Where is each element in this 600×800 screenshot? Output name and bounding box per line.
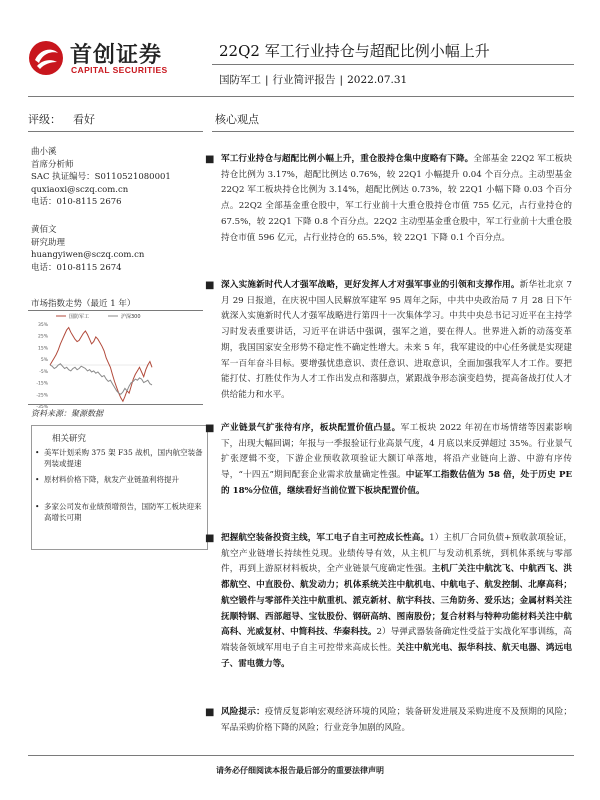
rating [28,111,95,127]
chart-source: 资料来源：聚源数据 [31,409,103,418]
chart-title: 市场指数走势（最近 1 年） [31,299,136,309]
legend-label: 沪深300 [121,314,141,320]
report-title: 22Q2 军工行业持仓与超配比例小幅上升 [219,42,490,60]
bullet-icon: • [35,448,40,457]
meta-sep: | [265,74,269,86]
bullet-icon: • [35,475,40,484]
core-point [205,531,572,672]
bullet-icon: ■ [205,423,215,434]
related-item-text: 美军计划采购 375 架 F35 战机，国内航空装备列装或提速 [44,448,203,468]
point-text: 关注中航光电、振华科技、航天电器、鸿远电子、雷电微力等。 [221,642,572,669]
series-line-1 [50,364,152,395]
chart-bottom-divider [28,404,203,405]
related-item-text: 多家公司发布业绩预增预告，国防军工板块迎来高增长可期 [44,502,202,522]
bullet-icon: ■ [205,154,215,165]
related-item-text: 原材料价格下降，航发产业链盈利将提升 [44,475,179,484]
analyst-phone: 电话：010-8115 2676 [31,197,122,208]
y-tick-label: -5% [39,369,48,375]
meta-sep: | [339,74,344,86]
meta-date: 2022.07.31 [347,74,408,86]
analyst-email[interactable]: quxiaoxi@sczq.com.cn [31,184,129,195]
point-text: 全部基金 22Q2 军工板块持仓比例为 3.17%，超配比例达 0.76%，较 22Q1 小幅提升 0.04 个百分点。主动型基金 22Q2 军工板块持仓比例为 3.14%，超配比例达 0.73%，较 22Q1 小幅下降 0.03 个百分点。22Q2 全部基金重仓股中，军工行业前十大重仓股持仓市值 755 亿元，占行业持仓的 67.5%，较 22Q1 下降 0.8 个百分点。22Q2 主动型基金重仓股中，军工行业前十大重仓股持仓市值 596 亿元，占行业持仓的 65.5%，较 22Q1 下降 0.1 个百分点。 [221,154,572,243]
market-index-chart [32,310,202,410]
analyst-card [31,146,171,209]
bullet-icon: • [35,502,40,511]
bullet-icon: ■ [205,280,215,291]
point-text: 中证军工指数估值为 58 倍，处于历史 PE 的 18%分位值，继续看好当前位置下板块配置价值。 [221,470,572,496]
footer-divider [28,755,574,756]
related-item[interactable] [35,447,204,469]
meta-divider [28,96,574,97]
brand-name-en: CAPITAL SECURITIES [71,65,168,75]
point-text: 主机厂关注中航沈飞、中航西飞、洪都航空、中直股份、航发动力；机体系统关注中航机电、中航电子、航发控制、北摩高科；航空锻件与零部件关注中航重机、派克新材、航宇科技、三角防务、爱乐达；金属材料关注抚顺特钢、西部超导、宝钛股份、钢研高纳、图南股份；复合材料与特种功能材料关注中航高科、光威复材、中简科技、华秦科技。 [221,564,572,638]
analyst-name: 曲小溪 [31,147,57,157]
analyst-name: 黄佰文 [31,225,57,235]
report-meta [219,72,407,87]
rating-value: 看好 [73,113,95,126]
analyst-phone: 电话：010-8115 2674 [31,262,122,273]
core-divider [212,131,574,132]
core-point [205,152,572,246]
point-text: 风险提示： [221,707,265,717]
series-line-0 [50,328,152,402]
core-title: 核心观点 [215,113,259,126]
analyst-license: SAC 执证编号：S0110521080001 [31,172,171,183]
point-text: 疫情反复影响宏观经济环境的风险；装备研发进展及采购进度不及预期的风险；军品采购价格下降的风险；行业竞争加剧的风险。 [221,707,572,733]
point-text: 军工板块 2022 年初在市场情绪等因素影响下，出现大幅回调；年报与一季报验证行业高景气度，4 月底以来反弹超过 35%。行业景气扩张逻辑不变，下游企业预收款项验证大额订单落地，将沿产业链向上游、中游有序传导，“十四五”期间配套企业需求放量确定性强。 [221,423,572,481]
point-text: 产业链景气扩张待有序，板块配置价值凸显。 [221,423,401,433]
brand-name-cn: 首创证券 [70,43,163,68]
rating-label: 评级： [28,113,61,126]
point-text: 把握航空装备投资主线，军工电子自主可控成长性高。 [221,533,430,543]
analyst-card [31,224,144,274]
core-point [205,705,572,736]
point-text: 军工行业持仓与超配比例小幅上升，重仓股持仓集中度略有下降。 [221,154,474,164]
y-tick-label: -25% [36,393,48,399]
y-tick-label: -15% [36,381,48,387]
point-text: 新华社北京 7 月 29 日报道，在庆祝中国人民解放军建军 95 周年之际，中共中央政治局 7 月 28 日下午就深入实施新时代人才强军战略进行第四十一次集体学习。中共中央总书记习近平在主持学习时发表重要讲话，习近平在讲话中强调，强军之道，要在得人。世界进入新的动荡变革期，我国国家安全形势不稳定性不确定性增大。未来 5 年，我军建设的中心任务就是实现建军一百年奋斗目标。要增强忧患意识、责任意识、进取意识，全面加强我军人才工作。要把能打仗、打胜仗作为人才工作出发点和落脚点，紧跟战争形态演变趋势，提高备战打仗人才供给能力和水平。 [221,280,572,400]
point-text: 2）导弹武器装备确定性受益于实战化军事训练，高端装备领域军用电子自主可控带来高成长性。 [221,627,572,653]
legal-notice: 请务必仔细阅读本报告最后部分的重要法律声明 [216,765,384,775]
meta-sector: 国防军工 [219,74,261,86]
related-title: 相关研究 [52,434,87,444]
y-tick-label: 35% [37,323,48,328]
related-item[interactable] [35,501,204,523]
rating-divider [28,131,203,132]
y-tick-label: -35% [36,405,48,410]
y-tick-label: 15% [37,346,48,352]
bullet-icon: ■ [205,533,215,544]
header-divider [212,64,574,65]
analyst-email[interactable]: huangyiwen@sczq.com.cn [31,250,145,261]
y-tick-label: 5% [40,358,48,364]
y-tick-label: 25% [37,334,48,340]
related-item[interactable] [35,474,204,485]
meta-type: 行业简评报告 [272,74,336,86]
point-text: 1）主机厂合同负债+预收款项验证，航空产业链增长持续性兑现。业绩传导有效，从主机厂与发动机系统，到机体系统与零部件，再到上游原材料板块，全产业链景气度确定性强。 [221,533,572,575]
bullet-icon: ■ [205,707,215,718]
point-text: 深入实施新时代人才强军战略，更好发挥人才对强军事业的引领和支撑作用。 [221,280,520,290]
legend-label: 国防军工 [69,314,90,320]
analyst-title: 研究助理 [31,237,66,248]
company-logo [28,38,198,78]
analyst-title: 首席分析师 [31,159,74,170]
core-point [205,421,572,500]
logo-mark-icon [28,40,64,76]
core-point [205,278,572,404]
